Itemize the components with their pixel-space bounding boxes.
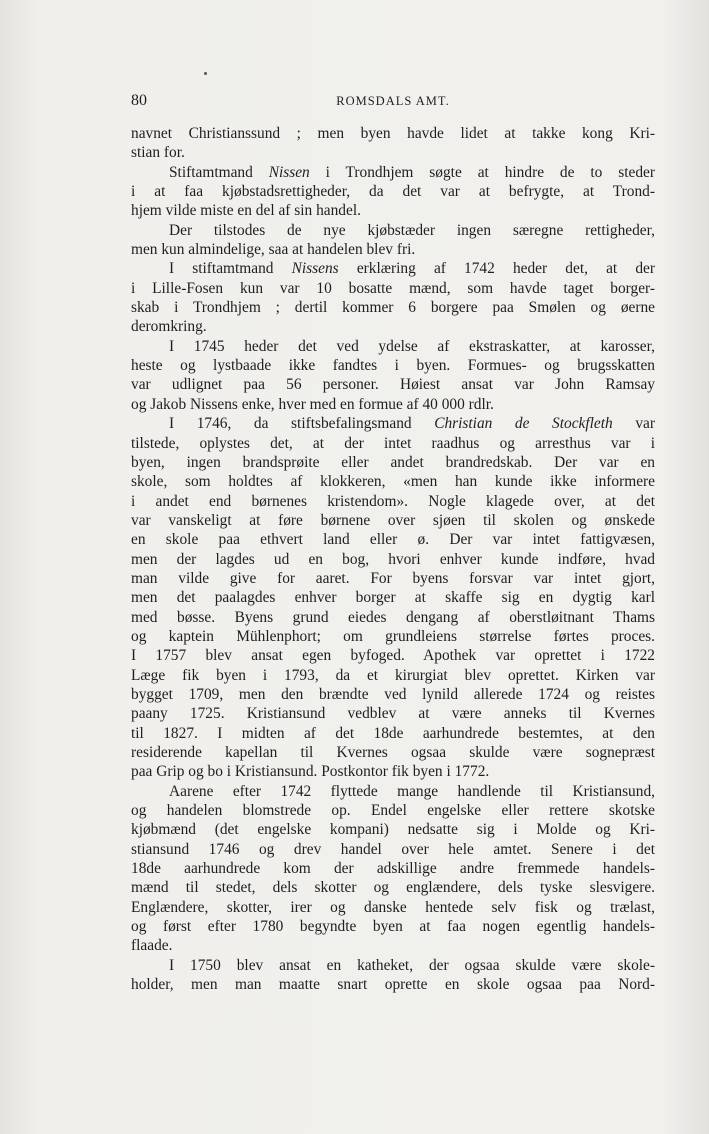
text-line: navnet Christianssund ; men byen havde lidet at takke kong Kri- (131, 125, 655, 142)
text-line: tilstede, oplystes det, at der intet raadhus og arresthus var i (131, 434, 655, 452)
text-line: kjøbmænd (det engelske kompani) nedsatte sig i Molde og Kri- (131, 821, 655, 839)
text-line: i at faa kjøbstadsrettigheder, da det var at befrygte, at Trond- (131, 183, 655, 201)
text-line: byen, ingen brandsprøite eller andet brandredskab. Der var en (131, 453, 655, 471)
text-line: stiansund 1746 og drev handel over hele amtet. Senere i det (131, 840, 655, 858)
text-line: i andet end børnenes kristendom». Nogle klagede over, at det (131, 492, 655, 510)
text-line: I 1745 heder det ved ydelse af ekstraskatter, at karosser, (169, 337, 655, 355)
text-line: Englændere, skotter, irer og danske hentede selv fisk og trælast, (131, 898, 655, 916)
text-line: med bøsse. Byens grund eiedes dengang af oberstløitnant Thams (131, 608, 655, 626)
text-line: skab i Trondhjem ; dertil kommer 6 borgere paa Smølen og øerne (131, 299, 655, 317)
text-line: og kaptein Mühlenphort; om grundleiens størrelse førtes proces. (131, 627, 655, 645)
text-line: heste og lystbaade ikke fandtes i byen. Formues- og brugsskatten (131, 357, 655, 375)
text-line: Aarene efter 1742 flyttede mange handlende til Kristiansund, (169, 782, 655, 800)
page-number: 80 (131, 92, 147, 109)
text-line: hjem vilde miste en del af sin handel. (131, 202, 361, 220)
text-line: deromkring. (131, 318, 207, 336)
text-line: til 1827. I midten af det 18de aarhundrede bestemtes, at den (131, 724, 655, 742)
text-line: flaade. (131, 937, 173, 955)
text-line: residerende kapellan til Kvernes ogsaa skulde være sognepræst (131, 744, 655, 761)
text-line: paany 1725. Kristiansund vedblev at være anneks til Kvernes (131, 705, 655, 723)
text-line: var udlignet paa 56 personer. Høiest ansat var John Ramsay (131, 376, 655, 394)
text-line: Stiftamtmand Nissen i Trondhjem søgte at hindre de to steder (169, 163, 655, 181)
text-line: I 1757 blev ansat egen byfoged. Apothek var oprettet i 1722 (131, 647, 655, 665)
text-line: I stiftamtmand Nissens erklæring af 1742 heder det, at der (169, 260, 655, 278)
text-line: men det paalagdes enhver borger at skaffe sig en dygtig karl (131, 589, 655, 607)
print-speck (204, 72, 207, 75)
text-line: men kun almindelige, saa at handelen blev fri. (131, 241, 416, 259)
text-line: I 1750 blev ansat en katheket, der ogsaa skulde være skole- (169, 956, 655, 974)
text-line: I 1746, da stiftsbefalingsmand Christian de Stockfleth var (169, 415, 655, 433)
text-line: og handelen blomstrede op. Endel engelske eller rettere skotske (131, 802, 655, 820)
text-line: stian for. (131, 144, 185, 162)
body-text (131, 124, 655, 994)
running-title: ROMSDALS AMT. (336, 94, 450, 108)
text-line: og først efter 1780 begyndte byen at faa nogen egentlig handels- (131, 918, 655, 936)
text-line: 18de aarhundrede kom der adskillige andre fremmede handels- (131, 860, 655, 878)
text-line: mænd til stedet, dels skotter og englændere, dels tyske slesvigere. (131, 879, 655, 897)
text-line: Læge fik byen i 1793, da et kirurgiat blev oprettet. Kirken var (131, 666, 655, 684)
text-line: en skole paa ethvert land eller ø. Der var intet fattigvæsen, (131, 531, 655, 549)
text-line: men der lagdes ud en bog, hvori enhver kunde indføre, hvad (131, 550, 655, 568)
text-line: skole, som holdtes af klokkeren, «men han kunde ikke informere (131, 473, 655, 491)
text-line: holder, men man maatte snart oprette en skole ogsaa paa Nord- (131, 976, 655, 994)
text-line: og Jakob Nissens enke, hver med en formue af 40 000 rdlr. (131, 395, 494, 413)
text-line: i Lille-Fosen kun var 10 bosatte mænd, som havde taget borger- (131, 279, 655, 297)
text-line: paa Grip og bo i Kristiansund. Postkontor fik byen i 1772. (131, 763, 490, 781)
text-line: bygget 1709, men den brændte ved lynild allerede 1724 og reistes (131, 685, 655, 703)
text-line: Der tilstodes de nye kjøbstæder ingen særegne rettigheder, (169, 221, 655, 239)
text-line: var vanskeligt at føre børnene over sjøen til skolen og ønskede (131, 511, 655, 529)
text-line: man vilde give for aaret. For byens forsvar var intet gjort, (131, 569, 655, 587)
page-header (131, 92, 655, 114)
